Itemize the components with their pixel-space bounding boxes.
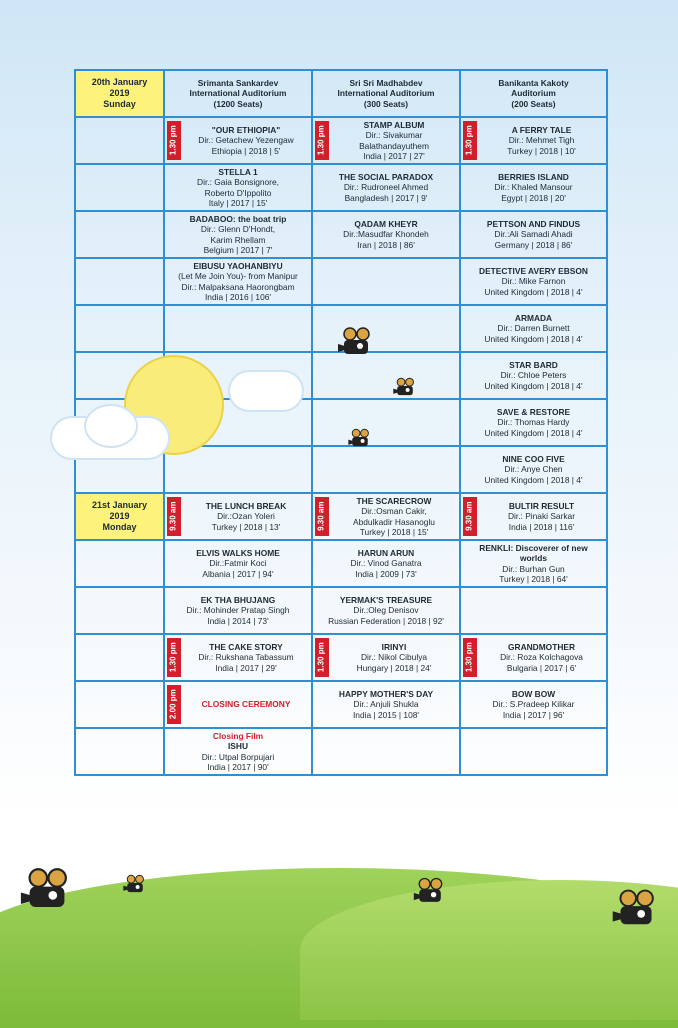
- date-date: 20th January: [91, 77, 148, 87]
- screening-cell: [312, 446, 460, 493]
- screening-info: [313, 120, 459, 162]
- screening-cell: [164, 164, 312, 211]
- film-detail: Albania | 2017 | 94': [202, 568, 274, 579]
- date-weekday: Monday: [102, 522, 137, 532]
- film-detail: Dir.:Masudfar Khondeh: [343, 229, 429, 240]
- screening-info: [313, 496, 459, 538]
- film-detail: Germany | 2018 | 86': [494, 239, 573, 250]
- film-detail: United Kingdom | 2018 | 4': [484, 333, 583, 344]
- date-cell-empty: [75, 587, 164, 634]
- film-title: PETTSON AND FINDUS: [486, 218, 581, 229]
- screening-cell: [460, 728, 607, 775]
- film-detail: Dir.: Mehmet Tigh: [508, 135, 575, 146]
- venue-seats: (1200 Seats): [213, 98, 263, 109]
- film-title: IRINYI: [381, 641, 407, 652]
- film-detail: Dir.:Ali Samadi Ahadi: [494, 229, 573, 240]
- film-title: HARUN ARUN: [357, 547, 415, 558]
- screening-info: [165, 167, 311, 209]
- venue-header: [460, 70, 607, 117]
- film-detail: Dir.: Roza Kolchagova: [500, 652, 583, 663]
- screening-cell: [164, 117, 312, 164]
- film-detail: Dir.: Darren Burnett: [497, 323, 570, 334]
- screening-cell: [460, 681, 607, 728]
- date-year: 2019: [109, 511, 130, 521]
- screening-cell: [460, 305, 607, 352]
- venue-header: [312, 70, 460, 117]
- film-reel-mascot-icon: [412, 876, 448, 908]
- day-header-row: [75, 493, 607, 540]
- film-detail: United Kingdom | 2018 | 4': [484, 474, 583, 485]
- film-detail: Dir.: Sivakumar Balathandayuthem: [359, 130, 429, 151]
- time-badge: [463, 121, 477, 160]
- venue-seats: (200 Seats): [511, 98, 556, 109]
- film-title: BULTIR RESULT: [508, 500, 575, 511]
- film-detail: Dir.:Ozan Yoleri: [217, 511, 275, 522]
- film-detail: Turkey | 2018 | 15': [359, 526, 429, 537]
- film-detail: Dir.:Osman Cakir,: [361, 506, 427, 517]
- date-weekday: Sunday: [103, 99, 136, 109]
- screening-cell: [460, 446, 607, 493]
- film-detail: Turkey | 2018 | 64': [499, 573, 568, 584]
- time-text: 1.30 pm: [464, 642, 474, 673]
- film-detail: Ethiopia | 2018 | 5': [211, 145, 281, 156]
- film-detail: Bangladesh | 2017 | 9': [344, 192, 428, 203]
- screening-cell: [460, 258, 607, 305]
- screening-info: [165, 548, 311, 579]
- screening-cell: [312, 164, 460, 211]
- date-year: 2019: [109, 88, 130, 98]
- film-detail: India | 2017 | 27': [363, 150, 425, 161]
- time-text: 9.30 am: [464, 501, 474, 532]
- screening-info: [165, 699, 311, 709]
- screening-cell: [312, 258, 460, 305]
- film-title: EIBUSU YAOHANBIYU: [193, 260, 283, 271]
- film-title: A FERRY TALE: [511, 124, 572, 135]
- time-badge: [167, 685, 181, 724]
- screening-info: [165, 731, 311, 773]
- date-cell-empty: [75, 164, 164, 211]
- date-cell-empty: [75, 258, 164, 305]
- film-detail: India | 2014 | 73': [207, 615, 269, 626]
- screening-info: [313, 595, 459, 626]
- screening-cell: [312, 587, 460, 634]
- screening-cell: [460, 117, 607, 164]
- screening-info: [461, 642, 606, 673]
- film-detail: Dir.: Burhan Gun: [502, 563, 565, 574]
- screening-info: [313, 172, 459, 203]
- film-title: DETECTIVE AVERY EBSON: [479, 265, 588, 276]
- screening-info: [313, 689, 459, 720]
- schedule-row: [75, 681, 607, 728]
- date-cell-empty: [75, 681, 164, 728]
- film-detail: India | 2017 | 90': [207, 761, 269, 772]
- screening-info: [165, 261, 311, 303]
- film-detail: Italy | 2017 | 15': [208, 197, 268, 208]
- screening-info: [461, 360, 606, 391]
- film-title: BADABOO: the boat trip: [189, 213, 287, 224]
- film-detail: Dir.: Malpaksana Haorongbam: [181, 281, 295, 292]
- film-title: THE SOCIAL PARADOX: [338, 171, 434, 182]
- film-title: THE SCARECROW: [356, 495, 432, 506]
- film-detail: Russian Federation | 2018 | 92': [328, 615, 444, 626]
- film-reel-mascot-icon: [18, 866, 76, 916]
- screening-cell: [312, 728, 460, 775]
- film-reel-mascot-icon: [347, 428, 373, 450]
- film-detail: Dir.: Mike Farnon: [501, 276, 566, 287]
- screening-info: [165, 595, 311, 626]
- film-detail: Dir.: Glenn D'Hondt,: [200, 224, 276, 235]
- schedule-row: [75, 211, 607, 258]
- screening-cell: [164, 305, 312, 352]
- film-detail: Dir.: S.Pradeep Kilikar: [492, 699, 575, 710]
- time-badge: [315, 121, 329, 160]
- screening-info: [461, 543, 606, 585]
- screening-cell: [460, 211, 607, 258]
- film-detail: Karim Rhellam: [210, 234, 266, 245]
- film-detail: India | 2018 | 116': [508, 521, 575, 532]
- screening-cell: [460, 399, 607, 446]
- screening-cell: [164, 634, 312, 681]
- film-title: QADAM KHEYR: [354, 218, 418, 229]
- screening-cell: [460, 634, 607, 681]
- venue-header: [164, 70, 312, 117]
- film-detail: Dir.: Rudroneel Ahmed: [343, 182, 429, 193]
- film-title: CLOSING CEREMONY: [201, 699, 291, 710]
- schedule-row: [75, 540, 607, 587]
- screening-info: [313, 548, 459, 579]
- screening-cell: [164, 587, 312, 634]
- time-text: 9.30 am: [316, 501, 326, 532]
- film-detail: Turkey | 2018 | 10': [507, 145, 576, 156]
- film-detail: Turkey | 2018 | 13': [211, 521, 281, 532]
- venue-name: Banikanta Kakoty: [498, 77, 569, 88]
- film-detail: United Kingdom | 2018 | 4': [484, 427, 583, 438]
- film-title: HAPPY MOTHER'S DAY: [338, 688, 434, 699]
- time-text: 1.30 pm: [316, 125, 326, 156]
- cloud-icon: [86, 406, 136, 446]
- venue-sub: International Auditorium: [337, 88, 435, 99]
- film-detail: Hungary | 2018 | 24': [356, 662, 432, 673]
- film-title: ELVIS WALKS HOME: [196, 547, 280, 558]
- screening-info: [461, 125, 606, 156]
- screening-cell: [312, 681, 460, 728]
- screening-cell: [164, 211, 312, 258]
- film-detail: Dir.: Pinaki Sarkar: [507, 511, 576, 522]
- screening-cell: [164, 681, 312, 728]
- time-text: 9.30 am: [168, 501, 178, 532]
- time-badge: [167, 121, 181, 160]
- screening-info: [461, 219, 606, 250]
- time-badge: [463, 497, 477, 536]
- screening-cell: [460, 352, 607, 399]
- film-detail: Dir.:Oleg Denisov: [353, 605, 419, 616]
- film-detail: Dir.: Khaled Mansour: [494, 182, 573, 193]
- screening-info: [461, 172, 606, 203]
- screening-cell: [460, 164, 607, 211]
- schedule-row: [75, 258, 607, 305]
- film-detail: Bulgaria | 2017 | 6': [506, 662, 577, 673]
- schedule-row: [75, 634, 607, 681]
- date-cell-empty: [75, 211, 164, 258]
- screening-info: [461, 407, 606, 438]
- film-detail: Dir.: Thomas Hardy: [497, 417, 570, 428]
- film-reel-mascot-icon: [610, 888, 662, 932]
- film-detail: Abdulkadir Hasanoglu: [353, 516, 435, 527]
- film-detail: India | 2016 | 106': [204, 291, 272, 302]
- date-cell: [75, 493, 164, 540]
- screening-info: [165, 501, 311, 532]
- venue-sub: International Auditorium: [189, 88, 287, 99]
- date-cell-empty: [75, 540, 164, 587]
- screening-cell: [460, 540, 607, 587]
- film-detail: (Let Me Join You)- from Manipur: [178, 271, 298, 282]
- film-title: STAR BARD: [509, 359, 558, 370]
- time-badge: [167, 638, 181, 677]
- screening-info: [461, 313, 606, 344]
- film-title: RENKLI: Discoverer of new worlds: [479, 542, 588, 564]
- time-text: 1.30 pm: [316, 642, 326, 673]
- date-cell-empty: [75, 305, 164, 352]
- film-detail: Dir.: Mohinder Pratap Singh: [186, 605, 290, 616]
- film-title: THE LUNCH BREAK: [205, 500, 287, 511]
- screening-cell: [164, 493, 312, 540]
- film-detail: India | 2009 | 73': [355, 568, 417, 579]
- film-detail: Dir.: Anjuli Shukla: [353, 699, 419, 710]
- film-title: STAMP ALBUM: [363, 119, 425, 130]
- date-date: 21st January: [91, 500, 148, 510]
- schedule-row: [75, 164, 607, 211]
- date-cell: [75, 70, 164, 117]
- screening-cell: [312, 117, 460, 164]
- time-badge: [315, 638, 329, 677]
- time-badge: [315, 497, 329, 536]
- screening-cell: [460, 493, 607, 540]
- screening-cell: [164, 258, 312, 305]
- film-title: NINE COO FIVE: [502, 453, 565, 464]
- film-detail: Egypt | 2018 | 20': [501, 192, 566, 203]
- date-cell-empty: [75, 728, 164, 775]
- film-detail: Dir.: Anye Chen: [504, 464, 563, 475]
- date-cell-empty: [75, 117, 164, 164]
- film-detail: Dir.:Fatmir Koci: [209, 558, 267, 569]
- film-detail: United Kingdom | 2018 | 4': [484, 286, 583, 297]
- screening-cell: [312, 634, 460, 681]
- film-detail: Dir.: Gaia Bonsignore,: [197, 177, 279, 188]
- film-title: ISHU: [227, 741, 248, 752]
- schedule-row: [75, 117, 607, 164]
- film-title: BERRIES ISLAND: [498, 171, 569, 182]
- film-reel-mascot-icon: [336, 326, 376, 360]
- venue-sub: Auditorium: [511, 88, 556, 99]
- screening-info: [461, 266, 606, 297]
- film-title: ARMADA: [514, 312, 553, 323]
- cloud-icon: [230, 372, 302, 410]
- screening-cell: [312, 352, 460, 399]
- screening-info: [165, 125, 311, 156]
- screening-cell: [312, 540, 460, 587]
- screening-cell: [312, 399, 460, 446]
- film-title: EK THA BHUJANG: [200, 594, 276, 605]
- venue-name: Sri Sri Madhabdev: [349, 77, 423, 88]
- screening-cell: [312, 305, 460, 352]
- film-detail: Dir.: Nikol Cibulya: [360, 652, 428, 663]
- film-detail: Dir.: Chloe Peters: [500, 370, 567, 381]
- screening-info: [165, 642, 311, 673]
- film-detail: Dir.: Rukshana Tabassum: [198, 652, 294, 663]
- screening-cell: [460, 587, 607, 634]
- film-title: BOW BOW: [511, 688, 556, 699]
- screening-info: [313, 219, 459, 250]
- closing-film-label: Closing Film: [212, 730, 264, 741]
- film-reel-mascot-icon: [392, 376, 418, 400]
- film-detail: India | 2017 | 29': [215, 662, 277, 673]
- film-detail: Iran | 2018 | 86': [357, 239, 415, 250]
- film-detail: Dir.: Vinod Ganatra: [350, 558, 422, 569]
- film-title: GRANDMOTHER: [508, 641, 575, 652]
- film-reel-mascot-icon: [122, 874, 148, 896]
- film-detail: India | 2015 | 108': [352, 709, 420, 720]
- day-header-row: [75, 70, 607, 117]
- screening-info: [461, 689, 606, 720]
- film-detail: Dir.: Utpal Borpujari: [201, 751, 275, 762]
- film-detail: United Kingdom | 2018 | 4': [484, 380, 583, 391]
- film-title: STELLA 1: [218, 166, 258, 177]
- venue-name: Srimanta Sankardev: [197, 77, 279, 88]
- screening-info: [461, 454, 606, 485]
- time-badge: [167, 497, 181, 536]
- schedule-row: [75, 728, 607, 775]
- date-cell-empty: [75, 634, 164, 681]
- film-title: THE CAKE STORY: [209, 641, 283, 652]
- screening-cell: [312, 211, 460, 258]
- film-title: SAVE & RESTORE: [496, 406, 571, 417]
- time-text: 1.30 pm: [168, 125, 178, 156]
- film-title: YERMAK'S TREASURE: [339, 594, 433, 605]
- time-badge: [463, 638, 477, 677]
- film-detail: Roberto D'Ippolito: [204, 187, 272, 198]
- screening-info: [165, 214, 311, 256]
- screening-cell: [164, 540, 312, 587]
- film-title: "OUR ETHIOPIA": [211, 124, 281, 135]
- screening-info: [461, 501, 606, 532]
- time-text: 1.30 pm: [464, 125, 474, 156]
- screening-info: [313, 642, 459, 673]
- film-detail: India | 2017 | 96': [502, 709, 565, 720]
- film-detail: Dir.: Getachew Yezengaw: [198, 135, 294, 146]
- time-text: 2.00 pm: [168, 689, 178, 720]
- screening-cell: [164, 728, 312, 775]
- time-text: 1.30 pm: [168, 642, 178, 673]
- screening-cell: [312, 493, 460, 540]
- schedule-row: [75, 587, 607, 634]
- venue-seats: (300 Seats): [363, 98, 409, 109]
- film-detail: Belgium | 2017 | 7': [203, 244, 273, 255]
